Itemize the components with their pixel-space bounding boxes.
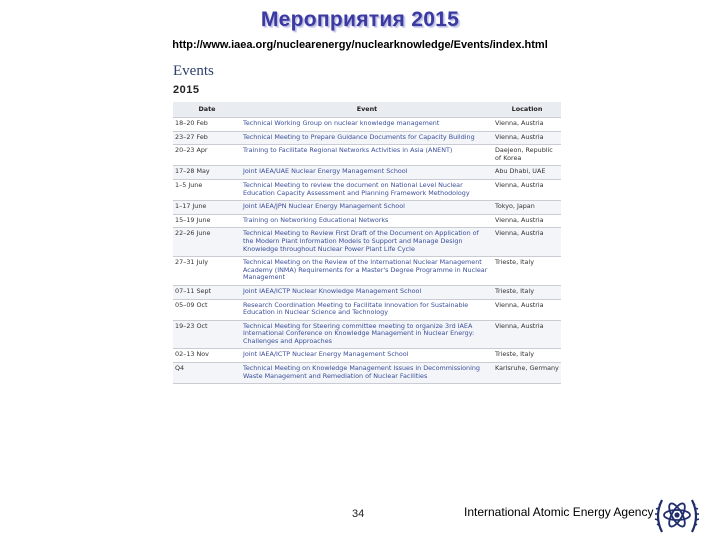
events-table-body [173, 118, 561, 384]
column-header-event: Event [241, 102, 493, 118]
events-heading: Events [173, 63, 214, 79]
event-location: Vienna, Austria [493, 299, 561, 320]
event-location: Trieste, Italy [493, 257, 561, 286]
table-row [173, 145, 561, 166]
event-link[interactable]: Technical Meeting to review the document on National Level Nuclear Education Capacity Assessment and Planning Framework Methodology [241, 179, 493, 200]
page-number: 34 [352, 508, 365, 520]
event-link[interactable]: Research Coordination Meeting to Facilitate Innovation for Sustainable Education in Nuclear Science and Technology [241, 299, 493, 320]
event-link[interactable]: Training on Networking Educational Networks [241, 214, 493, 228]
event-link[interactable]: Technical Meeting to Prepare Guidance Documents for Capacity Building [241, 131, 493, 145]
event-date: 22–26 June [173, 228, 241, 257]
table-row [173, 118, 561, 132]
event-date: 15–19 June [173, 214, 241, 228]
event-location: Vienna, Austria [493, 320, 561, 349]
table-row [173, 228, 561, 257]
table-row [173, 257, 561, 286]
table-row [173, 349, 561, 363]
table-row [173, 131, 561, 145]
event-date: 17–28 May [173, 166, 241, 180]
event-date: 05–09 Oct [173, 299, 241, 320]
events-table [173, 102, 561, 384]
event-date: 23–27 Feb [173, 131, 241, 145]
column-header-date: Date [173, 102, 241, 118]
event-location: Vienna, Austria [493, 131, 561, 145]
source-url: http://www.iaea.org/nuclearenergy/nuclearknowledge/Events/index.html [172, 39, 548, 51]
event-location: Vienna, Austria [493, 228, 561, 257]
event-location: Trieste, Italy [493, 285, 561, 299]
table-row [173, 166, 561, 180]
event-link[interactable]: Technical Meeting to Review First Draft of the Document on Application of the Modern Plant Information Models to Support and Manage Design Knowledge throughout Nuclear Power Plant Life Cycle [241, 228, 493, 257]
table-row [173, 363, 561, 384]
event-date: 1–17 June [173, 201, 241, 215]
table-row [173, 201, 561, 215]
event-location: Vienna, Austria [493, 179, 561, 200]
event-link[interactable]: Technical Meeting on the Review of the International Nuclear Management Academy (INMA) Requirements for a Master's Degree Programme in Nuclear Management [241, 257, 493, 286]
slide-title: Мероприятия 2015 [260, 8, 460, 31]
event-location: Abu Dhabi, UAE [493, 166, 561, 180]
events-page-screenshot [162, 58, 562, 450]
event-link[interactable]: Training to Facilitate Regional Networks Activities in Asia (ANENT) [241, 145, 493, 166]
event-link[interactable]: Joint IAEA/UAE Nuclear Energy Management School [241, 166, 493, 180]
table-row [173, 179, 561, 200]
table-row [173, 299, 561, 320]
iaea-logo-icon [652, 492, 702, 536]
column-header-location: Location [493, 102, 561, 118]
table-row [173, 285, 561, 299]
event-date: 07–11 Sept [173, 285, 241, 299]
event-date: 02–13 Nov [173, 349, 241, 363]
event-location: Daejeon, Republic of Korea [493, 145, 561, 166]
event-link[interactable]: Technical Meeting on Knowledge Management Issues in Decommissioning Waste Management and Remediation of Nuclear Facilities [241, 363, 493, 384]
event-link[interactable]: Technical Meeting for Steering committee meeting to organize 3rd IAEA International Conference on Knowledge Management in Nuclear Energy: Challenges and Approaches [241, 320, 493, 349]
table-row [173, 320, 561, 349]
event-date: Q4 [173, 363, 241, 384]
event-date: 1–5 June [173, 179, 241, 200]
event-location: Trieste, Italy [493, 349, 561, 363]
event-location: Vienna, Austria [493, 118, 561, 132]
table-row [173, 214, 561, 228]
event-location: Karlsruhe, Germany [493, 363, 561, 384]
organization-name: International Atomic Energy Agency [464, 505, 654, 519]
event-location: Tokyo, Japan [493, 201, 561, 215]
event-date: 19–23 Oct [173, 320, 241, 349]
event-date: 18–20 Feb [173, 118, 241, 132]
event-date: 27–31 July [173, 257, 241, 286]
event-link[interactable]: Joint IAEA/ICTP Nuclear Energy Management School [241, 349, 493, 363]
event-link[interactable]: Technical Working Group on nuclear knowledge management [241, 118, 493, 132]
event-link[interactable]: Joint IAEA/ICTP Nuclear Knowledge Management School [241, 285, 493, 299]
event-location: Vienna, Austria [493, 214, 561, 228]
event-date: 20–23 Apr [173, 145, 241, 166]
events-year: 2015 [173, 84, 200, 96]
event-link[interactable]: Joint IAEA/JPN Nuclear Energy Management School [241, 201, 493, 215]
events-table-header [173, 102, 561, 118]
